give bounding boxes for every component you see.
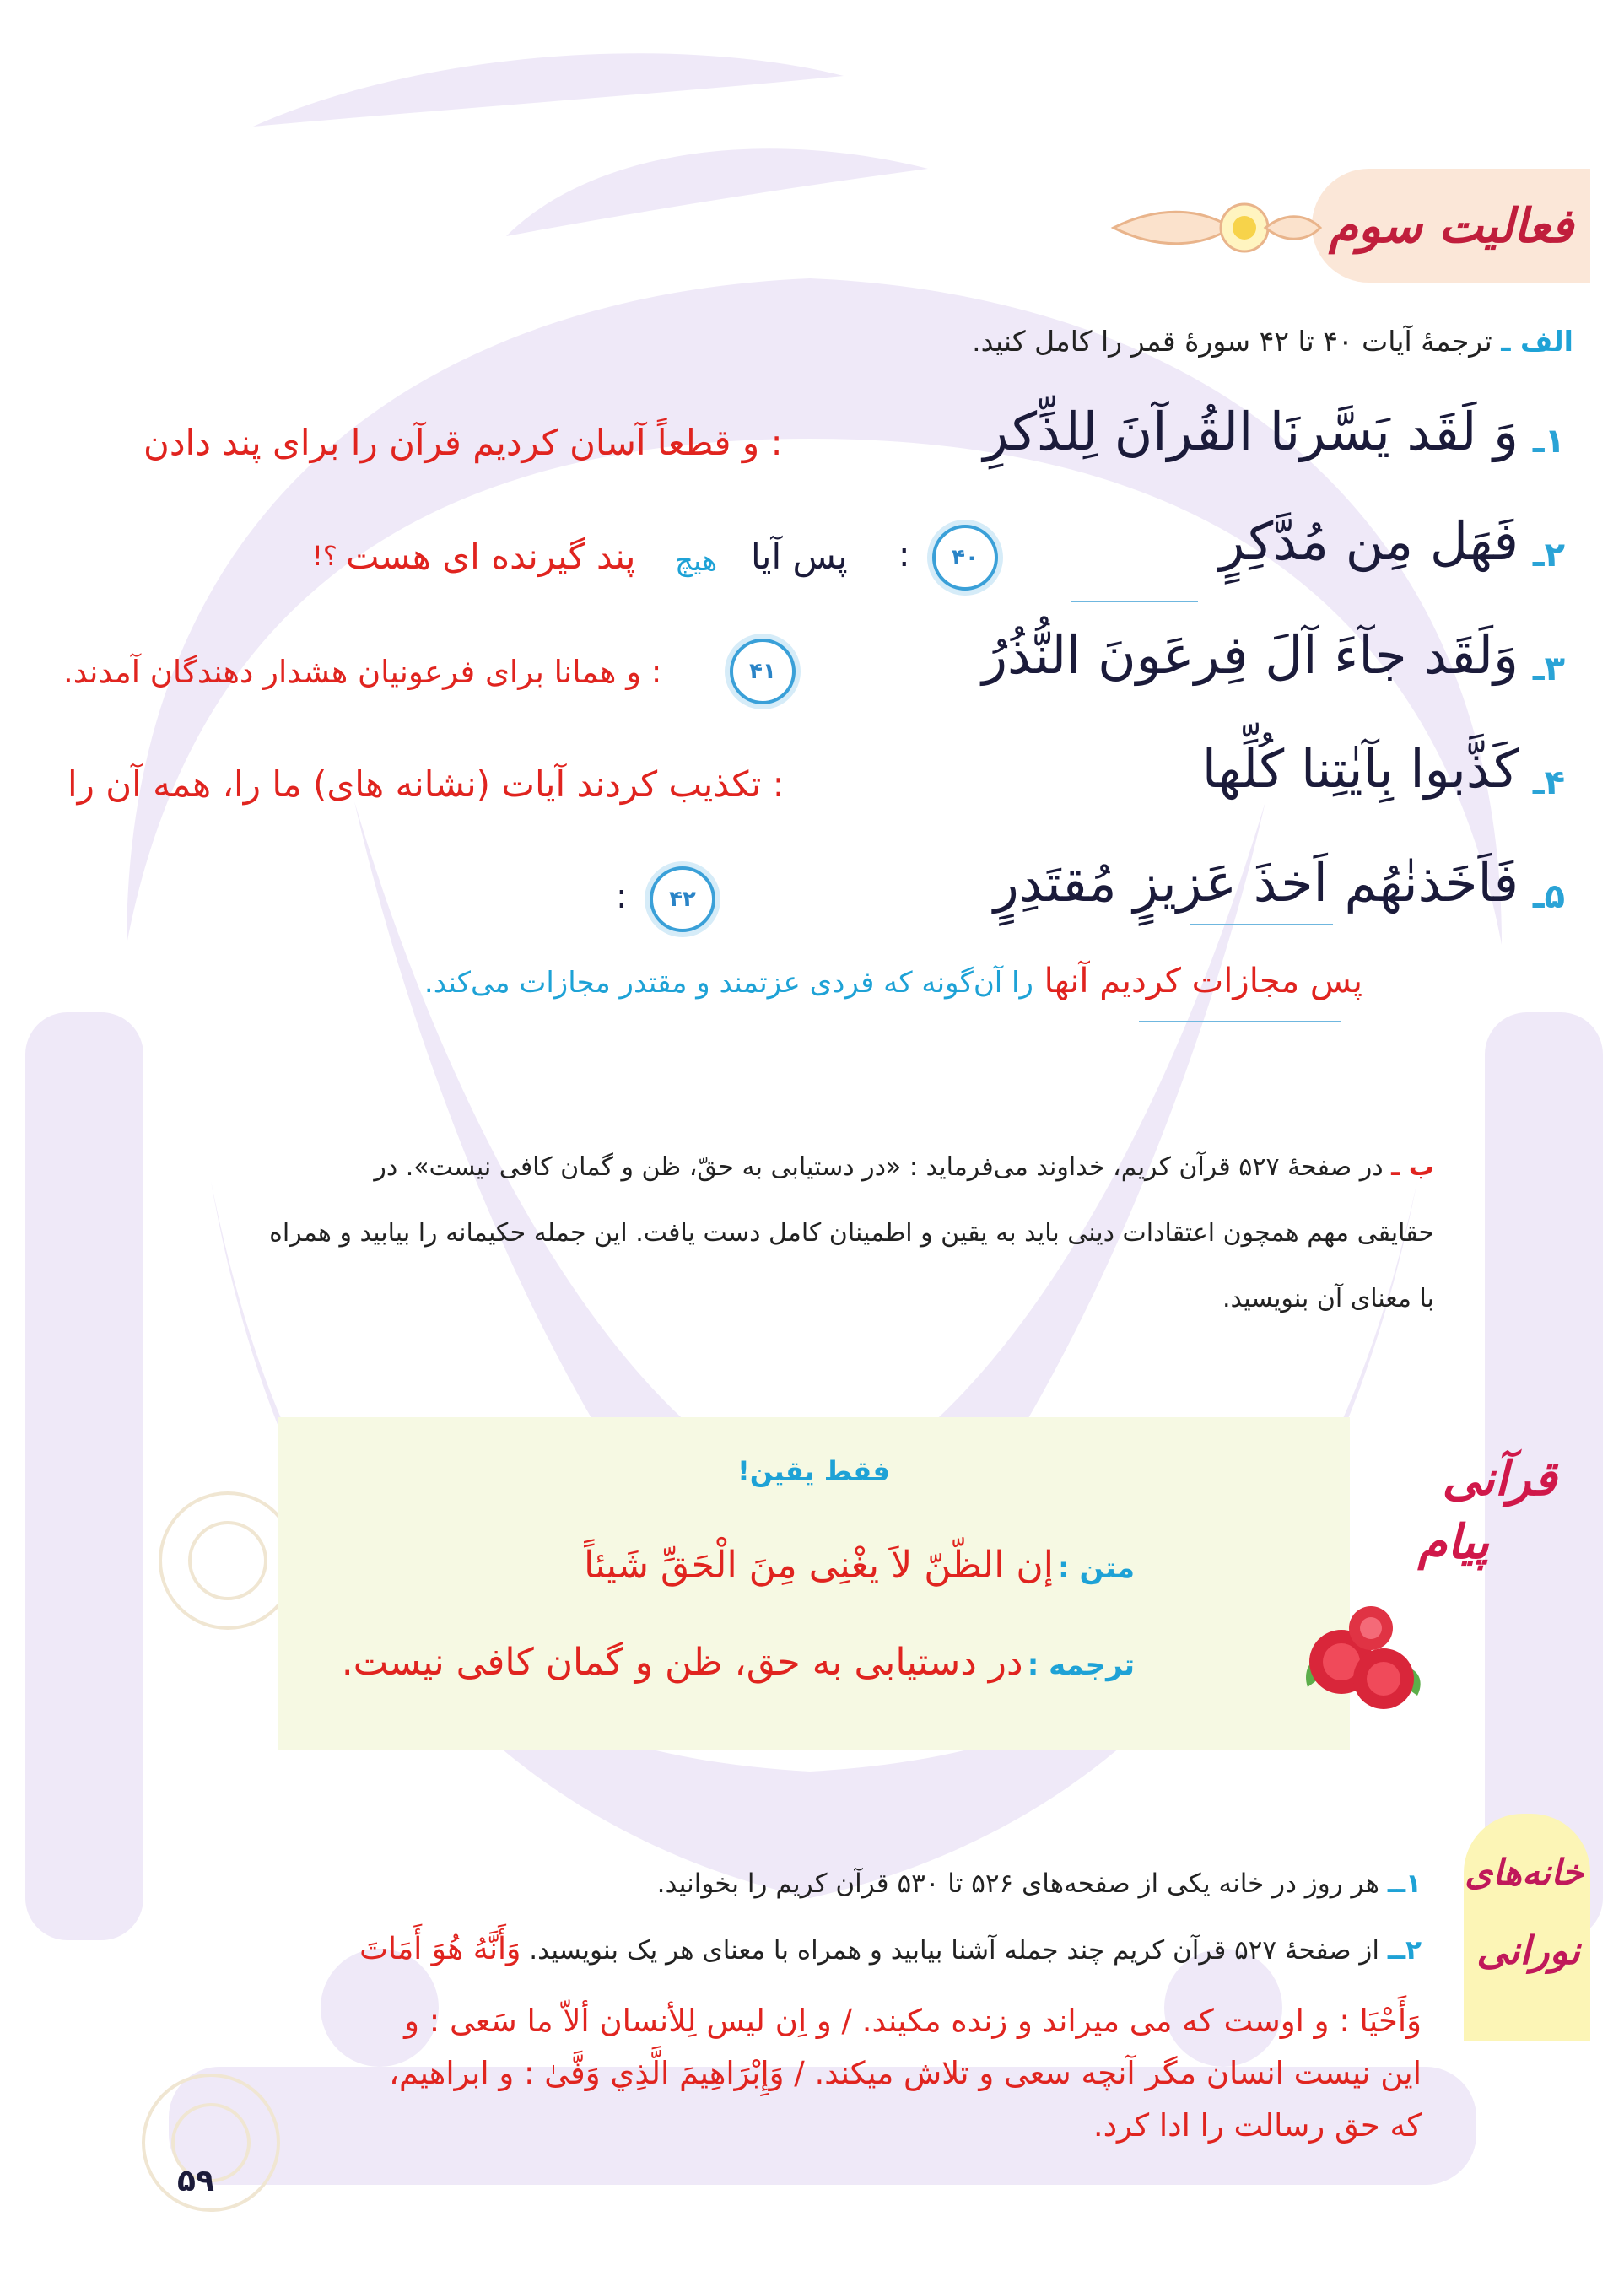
home-item-2 <box>359 1932 1422 1966</box>
verse-row-2 <box>0 506 1624 599</box>
verse-number: ۴ـ <box>1532 763 1565 802</box>
translation-label: ترجمه : <box>1027 1648 1135 1682</box>
item-number: ۲ــ <box>1387 1935 1422 1966</box>
arabic-verse: وَلَقَد جآءَ آلَ فِرعَونَ النُّذُرُ <box>982 624 1519 686</box>
home-badge-line-1: خانه‌های <box>1465 1852 1584 1893</box>
verse-number: ۳ـ <box>1532 650 1565 688</box>
home-badge-tab <box>1464 1814 1590 2041</box>
verse-translation: : و قطعاً آسان کردیم قرآن را برای پند دادن <box>143 422 783 463</box>
translation-part-d: ؟! <box>312 540 337 572</box>
home-badge-line-2: نورانی <box>1476 1928 1580 1973</box>
part-b-line-1: در صفحهٔ ۵۲۷ قرآن کریم، خداوند می‌فرماید : «در دستیابی به حقّ، ظن و گمان کافی نیست». در <box>374 1152 1384 1182</box>
final-translation-blue: را آن‌گونه که فردی عزتمند و مقتدر مجازات می‌کند. <box>424 966 1033 1000</box>
home-item-1 <box>657 1869 1422 1899</box>
translation-value: در دستیابی به حق، ظن و گمان کافی نیست. <box>341 1641 1023 1684</box>
arabic-verse: وَ لَقَد یَسَّرنَا القُرآنَ لِلذِّکرِ <box>983 401 1519 462</box>
part-a-instruction-line <box>392 325 1573 358</box>
badge-line-1: پیام <box>1417 1514 1489 1570</box>
part-b-label: ب ـ <box>1391 1152 1434 1182</box>
translation-part-a: پس آیا <box>751 536 848 577</box>
badge-line-2: قرآنی <box>1442 1451 1557 1507</box>
part-b-line-3: با معنای آن بنویسید. <box>1222 1284 1434 1313</box>
verse-translation: : تکذیب کردند آیات (نشانه های) ما را، همه آن را <box>67 763 785 805</box>
answer-line-1: وَأَحْيَا : و اوست که می میراند و زنده مکیند. / و اِن لیس لِلأنسان ألاّ ما سَعی : و <box>404 2003 1422 2039</box>
ayah-number-icon <box>932 525 998 591</box>
verse-number: ۵ـ <box>1532 877 1565 916</box>
colon: : <box>616 877 628 916</box>
quran-message-translation <box>342 1641 1135 1684</box>
part-a-instruction: ترجمهٔ آیات ۴۰ تا ۴۲ سورهٔ قمر را کامل کنید. <box>972 325 1492 358</box>
activity-header-tab <box>1312 169 1590 283</box>
verse-number: ۲ـ <box>1532 536 1565 574</box>
item-text: از صفحهٔ ۵۲۷ قرآن کریم چند جمله آشنا بیابید و همراه با معنای هر یک بنویسید. <box>529 1935 1380 1966</box>
verse-row-1 <box>0 396 1624 489</box>
ayah-number: ۴۰ <box>952 545 979 570</box>
underline <box>1139 1021 1341 1022</box>
verse-row-4 <box>0 734 1624 827</box>
final-translation-red: پس مجازات کردیم آنها <box>1044 962 1362 1000</box>
answer-line-2: این نیست انسان مگر آنچه سعی و تلاش میکند. / وَإِبْرَاهِيمَ الَّذِي وَفَّىٰ : و ابراهیم، <box>389 2055 1422 2091</box>
verse-number: ۱ـ <box>1532 422 1565 461</box>
translation-part-c: پند گیرنده ای هست <box>346 536 636 577</box>
item-number: ۱ــ <box>1387 1869 1422 1899</box>
part-a-label: الف ـ <box>1501 325 1573 358</box>
answer-line-3: که حق رسالت را ادا کرد. <box>1093 2107 1422 2144</box>
ayah-number-icon <box>730 639 796 704</box>
ayah-number: ۴۱ <box>749 659 776 684</box>
item-2-answer-start: وَأَنَّهُ هُوَ أَمَاتَ <box>359 1932 521 1966</box>
activity-title: فعالیت سوم <box>1329 197 1573 254</box>
rose-icon <box>1291 1586 1434 1729</box>
arabic-verse: فَاَخَذنٰهُم اَخذَ عَزیزٍ مُقتَدِرٍ <box>993 852 1519 914</box>
item-text: هر روز در خانه یکی از صفحه‌های ۵۲۶ تا ۵۳۰ قرآن کریم را بخوانید. <box>656 1869 1380 1899</box>
arabic-verse: کَذَّبوا بِآیٰتِنا کُلِّها <box>1201 738 1519 800</box>
verse-row-5 <box>0 848 1624 941</box>
arabic-verse: فَهَل مِن مُدَّکِرٍ <box>1219 510 1519 572</box>
page-number: ۵۹ <box>177 2164 214 2198</box>
ayah-number: ۴۲ <box>669 887 696 912</box>
home-answer-paragraph <box>55 1995 1422 2152</box>
quran-message-text <box>584 1544 1135 1587</box>
colon: : <box>898 536 910 574</box>
flower-ornament-icon <box>1105 190 1325 266</box>
quran-message-heading: فقط یقین! <box>737 1455 890 1487</box>
ayah-number-icon <box>650 866 715 932</box>
text-label: متن : <box>1058 1551 1135 1585</box>
part-b-paragraph <box>152 1135 1434 1332</box>
verse-row-3 <box>0 620 1624 713</box>
verse-translation: : و همانا برای فرعونیان هشدار دهندگان آمدند. <box>63 654 662 690</box>
underline <box>1071 601 1198 602</box>
text-value: إن الظّنّ لاَ یغْنِی مِنَ الْحَقِّ شَیئاً <box>584 1544 1054 1587</box>
final-translation-line <box>350 962 1362 1000</box>
translation-part-b: هیچ <box>675 544 718 578</box>
part-b-line-2: حقایقی مهم همچون اعتقادات دینی باید به یقین و اطمینان کامل دست یافت. این جمله حکیمانه را بیابید و همراه <box>269 1218 1434 1248</box>
